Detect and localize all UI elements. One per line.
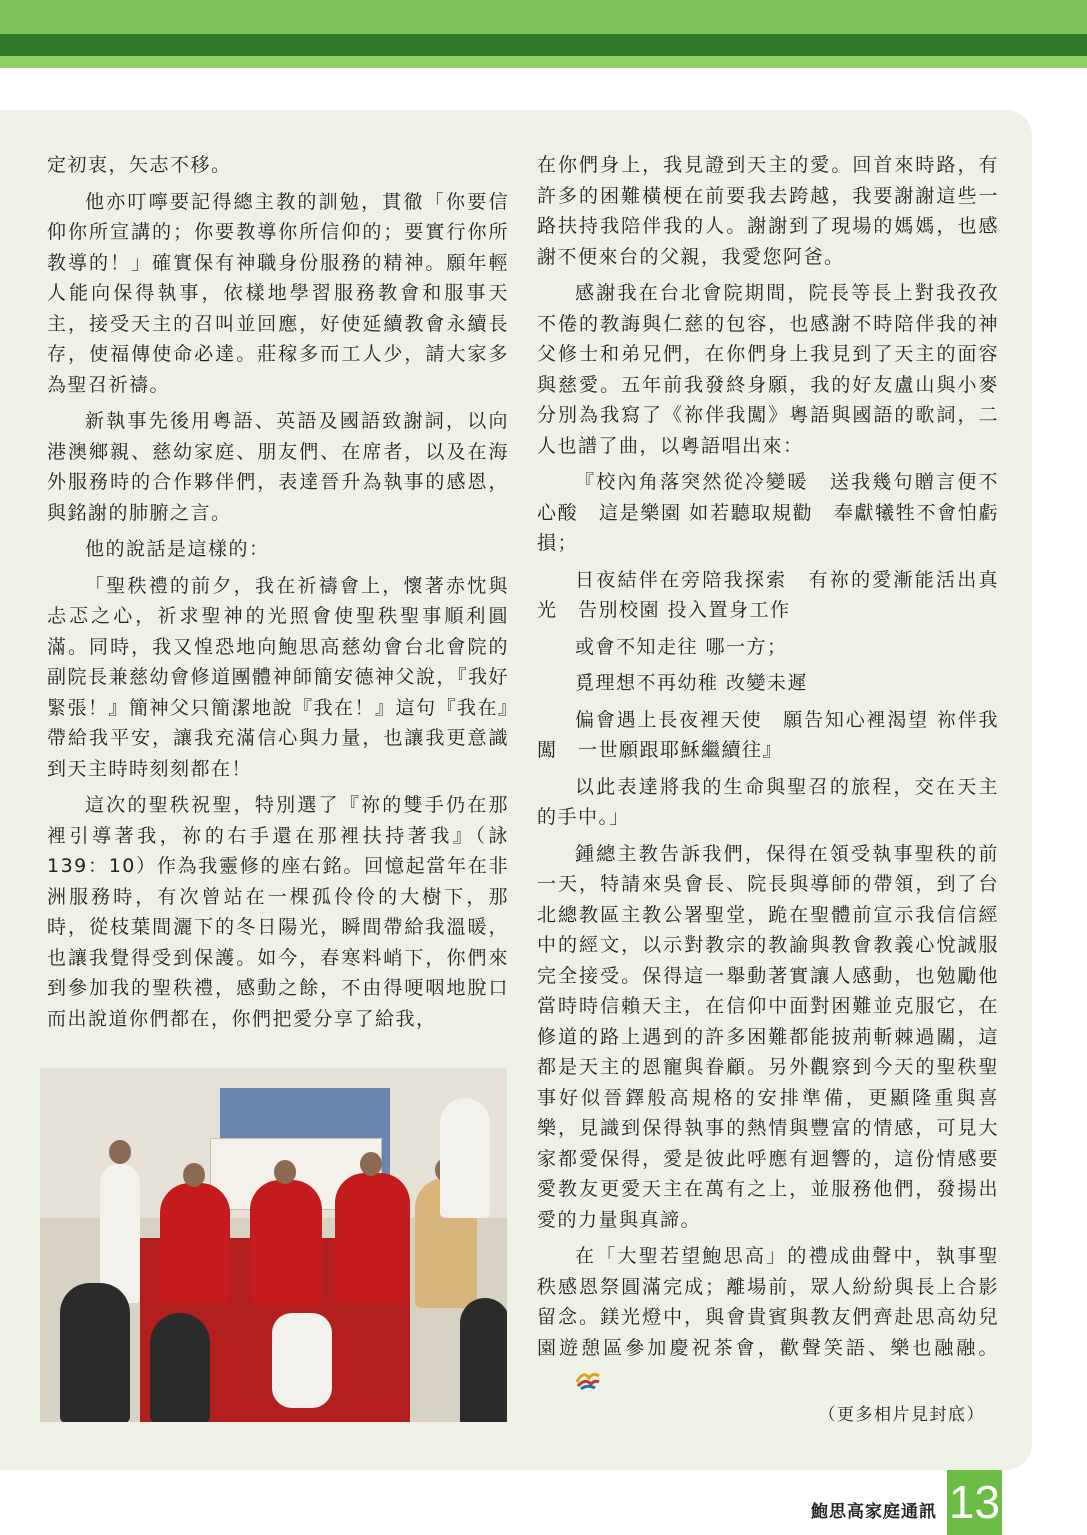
salesian-logo-icon <box>537 1368 563 1390</box>
paragraph: 以此表達將我的生命與聖召的旅程，交在天主的手中。」 <box>537 775 999 828</box>
paragraph: 這次的聖秩祝聖，特別選了『祢的雙手仍在那裡引導著我，祢的右手還在那裡扶持著我』（詠139：10）作為我靈修的座右銘。回憶起當年在非洲服務時，有次曾站在一棵孤伶伶的大樹下，那時，從枝葉間灑下的冬日陽光，瞬間帶給我溫暖，也讓我覺得受到保護。如今，春寒料峭下，你們來到參加我的聖秩禮，感動之餘，不由得哽咽地脫口而出說道你們都在，你們把愛分享了給我， <box>47 794 509 1030</box>
page-number: 13 <box>947 1470 1002 1535</box>
paragraph: 新執事先後用粵語、英語及國語致謝詞，以向港澳鄉親、慈幼家庭、朋友們、在席者，以及在海外服務時的合作夥伴們，表達晉升為執事的感恩，與銘謝的肺腑之言。 <box>47 410 509 524</box>
ordination-photo <box>40 1068 507 1422</box>
paragraph: 在你們身上，我見證到天主的愛。回首來時路，有許多的困難橫梗在前要我去跨越，我要謝謝這些一路扶持我陪伴我的人。謝謝到了現場的媽媽，也感謝不便來台的父親，我愛您阿爸。 <box>537 154 999 268</box>
lyric-line: 或會不知走往 哪一方； <box>575 635 788 658</box>
right-column <box>537 150 999 1430</box>
lyric-line: 偏會遇上長夜裡天使 願告知心裡渴望 祢伴我闖 一世願跟耶穌繼續往』 <box>537 708 999 761</box>
lyric-line: 覓理想不再幼稚 改變未遲 <box>575 672 809 694</box>
paragraph: 「聖秩禮的前夕，我在祈禱會上，懷著赤忱與忐忑之心，祈求聖神的光照會使聖秩聖事順利圓滿。同時，我又惶恐地向鮑思高慈幼會台北會院的副院長兼慈幼會修道團體神師簡安德神父說，『我好緊張！』簡神父只簡潔地說『我在！』這句『我在』帶給我平安，讓我充滿信心與力量，也讓我更意識到天主時時刻刻都在！ <box>47 574 510 780</box>
lyric-line: 日夜結伴在旁陪我探索 有祢的愛漸能活出真光 告別校園 投入置身工作 <box>537 568 999 621</box>
photo-caption: （更多相片見封底） <box>818 1404 985 1425</box>
lyric-line: 『校內角落突然從冷變暖 送我幾句贈言便不心酸 這是樂園 如若聽取規勸 奉獻犧牲不會怕虧損； <box>537 471 999 554</box>
left-column <box>47 150 509 1040</box>
paragraph: 鍾總主教告訴我們，保得在領受執事聖秩的前一天，特請來吳會長、院長與導師的帶領，到了台北總教區主教公署聖堂，跪在聖體前宣示我信信經中的經文，以示對教宗的教諭與教會教義心悅誠服完全接受。保得這一舉動著實讓人感動，也勉勵他當時時信賴天主，在信仰中面對困難並克服它，在修道的路上遇到的許多困難都能披荊斬棘過關，這都是天主的恩寵與眷顧。另外觀察到今天的聖秩聖事好似晉鐸般高規格的安排準備，更顯隆重與喜樂，見識到保得執事的熱情與豐富的情感，可見大家都愛保得，愛是彼此呼應有迴響的，這份情感要愛教友更愛天主在萬有之上，並服務他們，發揚出愛的力量與真諦。 <box>537 842 999 1231</box>
header-band <box>0 0 1087 72</box>
paragraph <box>537 1241 999 1394</box>
paragraph: 感謝我在台北會院期間，院長等長上對我孜孜不倦的教誨與仁慈的包容，也感謝不時陪伴我的神父修士和弟兄們，在你們身上我見到了天主的面容與慈愛。五年前我發終身願，我的好友盧山與小麥分別為我寫了《祢伴我闖》粵語與國語的歌詞，二人也譜了曲，以粵語唱出來： <box>537 282 999 457</box>
publication-title: 鮑思高家庭通訊 <box>811 1502 937 1522</box>
closing-text: 在「大聖若望鮑思高」的禮成曲聲中，執事聖秩感恩祭圓滿完成；離場前，眾人紛紛與長上合影留念。鎂光燈中，與會貴賓與教友們齊赴思高幼兒園遊憩區參加慶祝茶會，歡聲笑語、樂也融融。 <box>537 1245 999 1359</box>
paragraph: 他的說話是這樣的： <box>85 538 270 560</box>
paragraph: 他亦叮嚀要記得總主教的訓勉，貫徹「你要信仰你所宣講的；你要教導你所信仰的；要實行你所教導的！」確實保有神職身份服務的精神。願年輕人能向保得執事，依樣地學習服務教會和服事天主，接受天主的召叫並回應，好使延續教會永續長存，使福傳使命必達。莊稼多而工人少，請大家多為聖召祈禱。 <box>47 190 509 396</box>
paragraph: 定初衷，矢志不移。 <box>47 154 232 176</box>
